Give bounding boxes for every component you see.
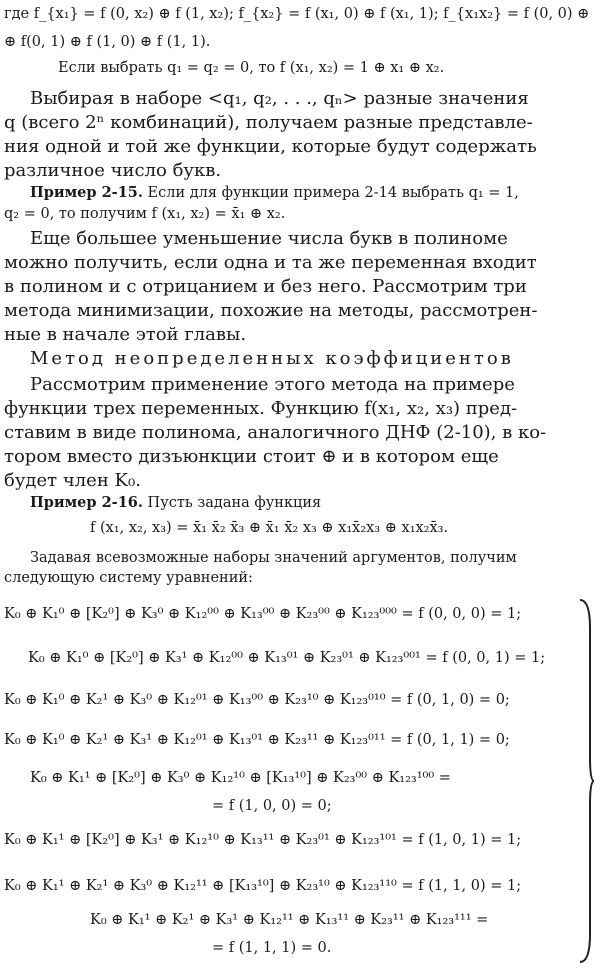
paragraph-2-line-5: ные в начале этой главы. [4,324,247,345]
paragraph-2-line-1: Еще большее уменьшение числа букв в полиноме [30,228,508,249]
paragraph-4-line-2: следующую систему уравнений: [4,570,253,586]
equation-8-continued: = f (1, 1, 1) = 0. [212,940,332,956]
equation-4: K₀ ⊕ K₁⁰ ⊕ K₂¹ ⊕ K₃¹ ⊕ K₁₂⁰¹ ⊕ K₁₃⁰¹ ⊕ K₂₃¹¹ ⊕ K₁₂₃⁰¹¹ = f (0, 1, 1) = 0; [4,732,510,748]
equation-7: K₀ ⊕ K₁¹ ⊕ K₂¹ ⊕ K₃⁰ ⊕ K₁₂¹¹ ⊕ [K₁₃¹⁰] ⊕ K₂₃¹⁰ ⊕ K₁₂₃¹¹⁰ = f (1, 1, 0) = 1; [4,878,522,894]
paragraph-3-line-3: ставим в виде полинома, аналогичного ДНФ (2-10), в ко- [4,422,547,443]
example-2-15-line-2: q₂ = 0, то получим f (x₁, x₂) = x̄₁ ⊕ x₂. [4,206,286,222]
paragraph-1-line-3: ния одной и той же функции, которые будут содержать [4,136,537,157]
example-2-15-text: Если для функции примера 2-14 выбрать q₁ = 1, [142,185,519,201]
example-2-16-label: Пример 2-16. [30,494,143,511]
paragraph-1-line-4: различное число букв. [4,160,222,181]
paragraph-3-line-2: функции трех переменных. Функцию f(x₁, x₂, x₃) пред- [4,398,518,419]
formula-line-1: где f_{x₁} = f (0, x₂) ⊕ f (1, x₂); f_{x₂} = f (x₁, 0) ⊕ f (x₁, 1); f_{x₁x₂} = f (0, 0) ⊕ [4,6,590,22]
example-2-15-line-1 [30,184,519,201]
function-formula: f (x₁, x₂, x₃) = x̄₁ x̄₂ x̄₃ ⊕ x̄₁ x̄₂ x₃ ⊕ x₁x̄₂x₃ ⊕ x₁x₂x̄₃. [90,520,449,536]
equation-5-continued: = f (1, 0, 0) = 0; [212,798,332,814]
formula-line-2: ⊕ f(0, 1) ⊕ f (1, 0) ⊕ f (1, 1). [4,34,211,50]
equation-3: K₀ ⊕ K₁⁰ ⊕ K₂¹ ⊕ K₃⁰ ⊕ K₁₂⁰¹ ⊕ K₁₃⁰⁰ ⊕ K₂₃¹⁰ ⊕ K₁₂₃⁰¹⁰ = f (0, 1, 0) = 0; [4,692,510,708]
paragraph-3-line-5: будет член K₀. [4,470,141,491]
equation-1: K₀ ⊕ K₁⁰ ⊕ [K₂⁰] ⊕ K₃⁰ ⊕ K₁₂⁰⁰ ⊕ K₁₃⁰⁰ ⊕ K₂₃⁰⁰ ⊕ K₁₂₃⁰⁰⁰ = f (0, 0, 0) = 1; [4,606,522,622]
paragraph-2-line-4: метода минимизации, похожие на методы, рассмотрен- [4,300,538,321]
equation-6: K₀ ⊕ K₁¹ ⊕ [K₂⁰] ⊕ K₃¹ ⊕ K₁₂¹⁰ ⊕ K₁₃¹¹ ⊕ K₂₃⁰¹ ⊕ K₁₂₃¹⁰¹ = f (1, 0, 1) = 1; [4,832,522,848]
paragraph-2-line-3: в полином и с отрицанием и без него. Рассмотрим три [4,276,527,297]
paragraph-1-line-2: q (всего 2ⁿ комбинаций), получаем разные представле- [4,112,533,133]
paragraph-2-line-2: можно получить, если одна и та же переменная входит [4,252,537,273]
equation-2: K₀ ⊕ K₁⁰ ⊕ [K₂⁰] ⊕ K₃¹ ⊕ K₁₂⁰⁰ ⊕ K₁₃⁰¹ ⊕ K₂₃⁰¹ ⊕ K₁₂₃⁰⁰¹ = f (0, 0, 1) = 1; [28,650,546,666]
paragraph-3-line-4: тором вместо дизъюнкции стоит ⊕ и в котором еще [4,446,499,467]
example-2-16-text: Пусть задана функция [142,495,322,511]
equation-8: K₀ ⊕ K₁¹ ⊕ K₂¹ ⊕ K₃¹ ⊕ K₁₂¹¹ ⊕ K₁₃¹¹ ⊕ K₂₃¹¹ ⊕ K₁₂₃¹¹¹ = [90,912,489,928]
system-brace [578,598,594,964]
equation-5: K₀ ⊕ K₁¹ ⊕ [K₂⁰] ⊕ K₃⁰ ⊕ K₁₂¹⁰ ⊕ [K₁₃¹⁰] ⊕ K₂₃⁰⁰ ⊕ K₁₂₃¹⁰⁰ = [30,770,451,786]
paragraph-3-line-1: Рассмотрим применение этого метода на примере [30,374,515,395]
example-2-15-label: Пример 2-15. [30,184,143,201]
paragraph-4-line-1: Задавая всевозможные наборы значений аргументов, получим [30,550,517,566]
paragraph-1-line-1: Выбирая в наборе <q₁, q₂, . . ., qₙ> разные значения [30,88,529,109]
example-2-16-line [30,494,321,511]
text-line-3: Если выбрать q₁ = q₂ = 0, то f (x₁, x₂) = 1 ⊕ x₁ ⊕ x₂. [58,60,445,76]
section-heading: Метод неопределенных коэффициентов [30,348,514,369]
